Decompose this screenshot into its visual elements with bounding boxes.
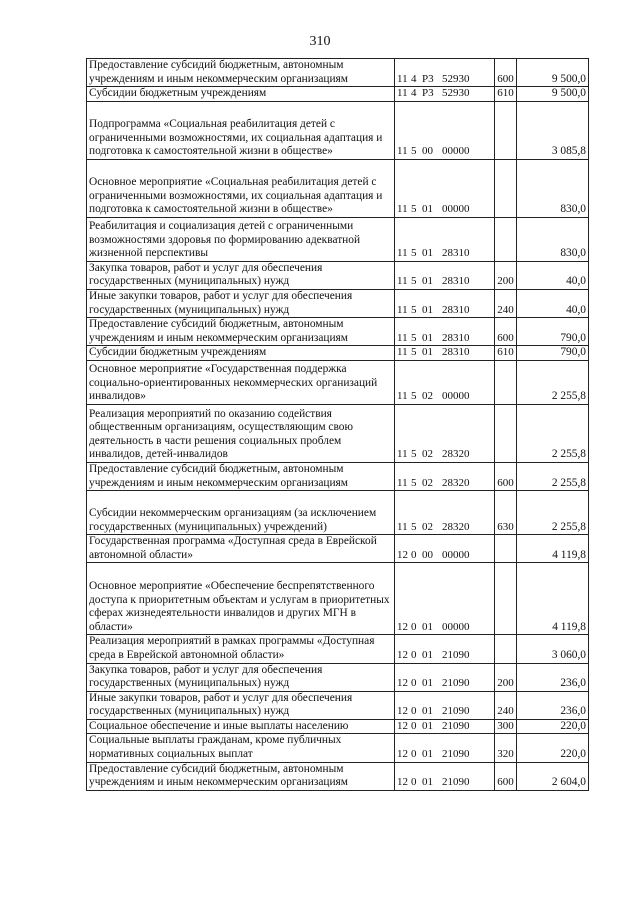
expense-name-cell: Субсидии бюджетным учреждениям xyxy=(87,87,395,102)
subprogram-code: 0 xyxy=(411,677,417,690)
program-code: 11 xyxy=(397,390,408,403)
direction-code: 21090 xyxy=(442,705,470,718)
event-code: 01 xyxy=(422,620,433,633)
subprogram-code: 0 xyxy=(411,719,417,732)
table-row xyxy=(87,462,589,490)
expense-type-code-cell: 600 xyxy=(495,59,517,87)
expense-type-code-cell: 200 xyxy=(495,663,517,691)
amount-cell: 236,0 xyxy=(517,663,589,691)
table-row xyxy=(87,491,589,535)
amount-cell: 40,0 xyxy=(517,289,589,317)
subprogram-code: 5 xyxy=(411,476,417,489)
expense-type-code-cell: 600 xyxy=(495,462,517,490)
target-article-code-cell xyxy=(395,762,495,790)
direction-code: 21090 xyxy=(442,776,470,789)
expense-name-cell: Основное мероприятие «Обеспечение беспрепятственного доступа к приоритетным объектам и услугам в приоритетных сферах жизнедеятельности инвалидов и других МГН в области» xyxy=(87,563,395,635)
direction-code: 28320 xyxy=(442,448,470,461)
direction-code: 28310 xyxy=(442,331,470,344)
expense-type-code-cell: 600 xyxy=(495,318,517,346)
event-code: Р3 xyxy=(422,87,434,100)
expense-type-code-cell: 610 xyxy=(495,346,517,361)
subprogram-code: 5 xyxy=(411,203,417,216)
target-article-code-cell xyxy=(395,318,495,346)
expense-type-code-cell: 610 xyxy=(495,87,517,102)
program-code: 11 xyxy=(397,331,408,344)
expense-type-code-cell xyxy=(495,360,517,404)
expense-type-code-cell xyxy=(495,563,517,635)
subprogram-code: 4 xyxy=(411,87,417,100)
event-code: 02 xyxy=(422,520,433,533)
table-row xyxy=(87,635,589,663)
expense-type-code-cell: 240 xyxy=(495,691,517,719)
target-article-code-cell xyxy=(395,691,495,719)
expense-type-code-cell xyxy=(495,159,517,217)
subprogram-code: 0 xyxy=(411,705,417,718)
table-row xyxy=(87,691,589,719)
amount-cell: 3 085,8 xyxy=(517,101,589,159)
event-code: 01 xyxy=(422,719,433,732)
target-article-code-cell xyxy=(395,635,495,663)
amount-cell: 40,0 xyxy=(517,261,589,289)
table-row xyxy=(87,404,589,462)
event-code: 01 xyxy=(422,275,433,288)
target-article-code-cell xyxy=(395,663,495,691)
event-code: 01 xyxy=(422,346,433,359)
expense-name-cell: Закупка товаров, работ и услуг для обеспечения государственных (муниципальных) нужд xyxy=(87,663,395,691)
event-code: 02 xyxy=(422,448,433,461)
expense-name-cell: Реализация мероприятий в рамках программы «Доступная среда в Еврейской автономной области» xyxy=(87,635,395,663)
program-code: 12 xyxy=(397,748,408,761)
target-article-code-cell xyxy=(395,360,495,404)
direction-code: 21090 xyxy=(442,719,470,732)
expense-type-code-cell: 240 xyxy=(495,289,517,317)
table-row xyxy=(87,59,589,87)
event-code: 01 xyxy=(422,648,433,661)
event-code: 02 xyxy=(422,390,433,403)
event-code: Р3 xyxy=(422,72,434,85)
expense-type-code-cell xyxy=(495,217,517,261)
expense-name-cell: Социальное обеспечение и иные выплаты населению xyxy=(87,719,395,734)
expense-name-cell: Основное мероприятие «Социальная реабилитация детей с ограниченными возможностями, их социальная адаптация и подготовка к самостоятельной жизни в обществе» xyxy=(87,159,395,217)
event-code: 01 xyxy=(422,677,433,690)
expense-name-cell: Социальные выплаты гражданам, кроме публичных нормативных социальных выплат xyxy=(87,734,395,762)
table-row xyxy=(87,360,589,404)
subprogram-code: 5 xyxy=(411,331,417,344)
amount-cell: 4 119,8 xyxy=(517,563,589,635)
amount-cell: 9 500,0 xyxy=(517,87,589,102)
event-code: 01 xyxy=(422,203,433,216)
subprogram-code: 5 xyxy=(411,346,417,359)
program-code: 12 xyxy=(397,648,408,661)
amount-cell: 790,0 xyxy=(517,318,589,346)
expense-name-cell: Иные закупки товаров, работ и услуг для обеспечения государственных (муниципальных) нужд xyxy=(87,691,395,719)
program-code: 11 xyxy=(397,203,408,216)
direction-code: 00000 xyxy=(442,620,470,633)
program-code: 11 xyxy=(397,303,408,316)
event-code: 00 xyxy=(422,145,433,158)
table-row xyxy=(87,289,589,317)
table-row xyxy=(87,159,589,217)
direction-code: 28310 xyxy=(442,275,470,288)
amount-cell: 2 255,8 xyxy=(517,360,589,404)
program-code: 11 xyxy=(397,346,408,359)
direction-code: 00000 xyxy=(442,145,470,158)
target-article-code-cell xyxy=(395,289,495,317)
amount-cell: 790,0 xyxy=(517,346,589,361)
program-code: 12 xyxy=(397,620,408,633)
event-code: 01 xyxy=(422,247,433,260)
target-article-code-cell xyxy=(395,101,495,159)
target-article-code-cell xyxy=(395,462,495,490)
expense-name-cell: Предоставление субсидий бюджетным, автономным учреждениям и иным некоммерческим организациям xyxy=(87,462,395,490)
expense-name-cell: Субсидии бюджетным учреждениям xyxy=(87,346,395,361)
program-code: 11 xyxy=(397,247,408,260)
program-code: 11 xyxy=(397,72,408,85)
budget-table-body xyxy=(87,59,589,791)
amount-cell: 4 119,8 xyxy=(517,535,589,563)
expense-name-cell: Иные закупки товаров, работ и услуг для обеспечения государственных (муниципальных) нужд xyxy=(87,289,395,317)
expense-name-cell: Основное мероприятие «Государственная поддержка социально-ориентированных некоммерческих организаций инвалидов» xyxy=(87,360,395,404)
expense-type-code-cell: 320 xyxy=(495,734,517,762)
page-number: 310 xyxy=(309,34,331,49)
expense-type-code-cell xyxy=(495,535,517,563)
amount-cell: 3 060,0 xyxy=(517,635,589,663)
amount-cell: 830,0 xyxy=(517,159,589,217)
program-code: 12 xyxy=(397,719,408,732)
subprogram-code: 0 xyxy=(411,620,417,633)
program-code: 11 xyxy=(397,476,408,489)
expense-type-code-cell: 200 xyxy=(495,261,517,289)
target-article-code-cell xyxy=(395,404,495,462)
amount-cell: 2 255,8 xyxy=(517,404,589,462)
target-article-code-cell xyxy=(395,563,495,635)
subprogram-code: 5 xyxy=(411,303,417,316)
direction-code: 52930 xyxy=(442,72,470,85)
table-row xyxy=(87,101,589,159)
expense-name-cell: Реализация мероприятий по оказанию содействия общественным организациям, осуществляющим свою деятельность в части решения социальных проблем инвалидов, детей-инвалидов xyxy=(87,404,395,462)
program-code: 12 xyxy=(397,677,408,690)
event-code: 00 xyxy=(422,548,433,561)
target-article-code-cell xyxy=(395,217,495,261)
amount-cell: 2 255,8 xyxy=(517,462,589,490)
expense-type-code-cell: 630 xyxy=(495,491,517,535)
direction-code: 28310 xyxy=(442,346,470,359)
direction-code: 00000 xyxy=(442,548,470,561)
target-article-code-cell xyxy=(395,59,495,87)
expense-type-code-cell: 600 xyxy=(495,762,517,790)
direction-code: 21090 xyxy=(442,677,470,690)
table-row xyxy=(87,719,589,734)
direction-code: 00000 xyxy=(442,203,470,216)
direction-code: 21090 xyxy=(442,648,470,661)
table-row xyxy=(87,217,589,261)
direction-code: 28320 xyxy=(442,476,470,489)
budget-table xyxy=(86,58,589,791)
subprogram-code: 5 xyxy=(411,520,417,533)
expense-name-cell: Предоставление субсидий бюджетным, автономным учреждениям и иным некоммерческим организациям xyxy=(87,318,395,346)
program-code: 12 xyxy=(397,776,408,789)
expense-name-cell: Реабилитация и социализация детей с ограниченными возможностями здоровья по формированию адекватной жизненной перспективы xyxy=(87,217,395,261)
amount-cell: 830,0 xyxy=(517,217,589,261)
target-article-code-cell xyxy=(395,346,495,361)
expense-name-cell: Предоставление субсидий бюджетным, автономным учреждениям и иным некоммерческим организациям xyxy=(87,59,395,87)
target-article-code-cell xyxy=(395,491,495,535)
event-code: 01 xyxy=(422,776,433,789)
target-article-code-cell xyxy=(395,535,495,563)
table-row xyxy=(87,563,589,635)
direction-code: 00000 xyxy=(442,390,470,403)
subprogram-code: 0 xyxy=(411,776,417,789)
program-code: 12 xyxy=(397,705,408,718)
direction-code: 52930 xyxy=(442,87,470,100)
event-code: 01 xyxy=(422,748,433,761)
program-code: 11 xyxy=(397,145,408,158)
expense-name-cell: Государственная программа «Доступная среда в Еврейской автономной области» xyxy=(87,535,395,563)
subprogram-code: 0 xyxy=(411,748,417,761)
expense-type-code-cell: 300 xyxy=(495,719,517,734)
table-row xyxy=(87,762,589,790)
subprogram-code: 5 xyxy=(411,390,417,403)
expense-name-cell: Закупка товаров, работ и услуг для обеспечения государственных (муниципальных) нужд xyxy=(87,261,395,289)
expense-type-code-cell xyxy=(495,635,517,663)
subprogram-code: 0 xyxy=(411,548,417,561)
expense-name-cell: Подпрограмма «Социальная реабилитация детей с ограниченными возможностями, их социальная адаптация и подготовка к самостоятельной жизни в обществе» xyxy=(87,101,395,159)
target-article-code-cell xyxy=(395,734,495,762)
subprogram-code: 5 xyxy=(411,247,417,260)
subprogram-code: 0 xyxy=(411,648,417,661)
program-code: 11 xyxy=(397,87,408,100)
expense-name-cell: Субсидии некоммерческим организациям (за исключением государственных (муниципальных) учреждений) xyxy=(87,491,395,535)
table-row xyxy=(87,734,589,762)
target-article-code-cell xyxy=(395,159,495,217)
target-article-code-cell xyxy=(395,87,495,102)
event-code: 01 xyxy=(422,705,433,718)
table-row xyxy=(87,535,589,563)
amount-cell: 236,0 xyxy=(517,691,589,719)
amount-cell: 220,0 xyxy=(517,734,589,762)
table-row xyxy=(87,87,589,102)
table-row xyxy=(87,346,589,361)
program-code: 12 xyxy=(397,548,408,561)
program-code: 11 xyxy=(397,520,408,533)
subprogram-code: 5 xyxy=(411,448,417,461)
event-code: 01 xyxy=(422,303,433,316)
subprogram-code: 5 xyxy=(411,145,417,158)
direction-code: 28310 xyxy=(442,303,470,316)
subprogram-code: 5 xyxy=(411,275,417,288)
event-code: 02 xyxy=(422,476,433,489)
target-article-code-cell xyxy=(395,719,495,734)
amount-cell: 2 255,8 xyxy=(517,491,589,535)
expense-name-cell: Предоставление субсидий бюджетным, автономным учреждениям и иным некоммерческим организациям xyxy=(87,762,395,790)
expense-type-code-cell xyxy=(495,404,517,462)
direction-code: 28310 xyxy=(442,247,470,260)
event-code: 01 xyxy=(422,331,433,344)
amount-cell: 220,0 xyxy=(517,719,589,734)
table-row xyxy=(87,261,589,289)
program-code: 11 xyxy=(397,448,408,461)
expense-type-code-cell xyxy=(495,101,517,159)
target-article-code-cell xyxy=(395,261,495,289)
table-row xyxy=(87,663,589,691)
amount-cell: 2 604,0 xyxy=(517,762,589,790)
direction-code: 28320 xyxy=(442,520,470,533)
program-code: 11 xyxy=(397,275,408,288)
table-row xyxy=(87,318,589,346)
direction-code: 21090 xyxy=(442,748,470,761)
amount-cell: 9 500,0 xyxy=(517,59,589,87)
subprogram-code: 4 xyxy=(411,72,417,85)
